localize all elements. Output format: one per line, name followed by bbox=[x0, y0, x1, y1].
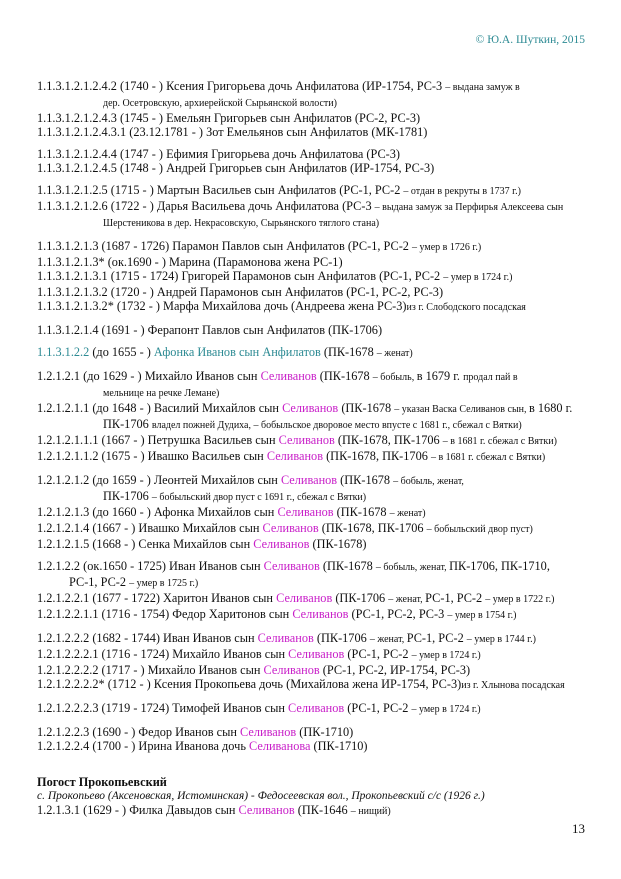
entry-text: РС-1, РС-2 bbox=[406, 631, 467, 645]
entry-text: (ПК-1678 bbox=[338, 401, 395, 415]
surname: Селиванов bbox=[277, 505, 334, 519]
entry-text: 1.1.3.1.2.1.2.4.4 (1747 - ) Ефимия Григорьева дочь Анфилатова (РС-3) bbox=[37, 147, 400, 161]
note: – выдана замуж за Перфирья Алексеева сын bbox=[374, 202, 564, 213]
genealogy-entry bbox=[37, 701, 597, 717]
entry-text: 1.2.1.2.1 (до 1629 - ) Михайло Иванов сын bbox=[37, 369, 261, 383]
genealogy-entry bbox=[37, 239, 597, 255]
section-entry-list bbox=[37, 803, 597, 819]
surname: Селиванова bbox=[249, 739, 311, 753]
note: – бобыль, bbox=[372, 372, 417, 383]
entry-text: (ПК-1678, ПК-1706 bbox=[323, 449, 431, 463]
page-number: 13 bbox=[572, 821, 585, 836]
entry-text: 1.2.1.2.1.4 (1667 - ) Ивашко Михайлов сын bbox=[37, 521, 263, 535]
genealogy-entry bbox=[37, 505, 597, 521]
note: мельнице на речке Лемане) bbox=[103, 388, 220, 399]
entry-text: (ПК-1710) bbox=[296, 725, 354, 739]
entry-text: (ПК-1678 bbox=[316, 369, 373, 383]
entry-text: ПК-1706 bbox=[103, 417, 152, 431]
genealogy-entry bbox=[37, 473, 597, 489]
note: – умер в 1754 г.) bbox=[447, 610, 517, 621]
entry-text: 1.2.1.2.2.1 (1677 - 1722) Харитон Иванов сын bbox=[37, 591, 277, 605]
surname: Селиванов bbox=[257, 631, 314, 645]
entry-text: 1.2.1.2.2.2.1 (1716 - 1724) Михайло Иванов сын bbox=[37, 647, 289, 661]
genealogy-entry bbox=[37, 255, 597, 269]
genealogy-entry bbox=[37, 591, 597, 607]
genealogy-entry bbox=[37, 575, 597, 591]
note: продал пай в bbox=[463, 372, 518, 383]
note: Шерстеникова в дер. Некрасовскую, Сырьянского тяглого стана) bbox=[103, 218, 380, 229]
genealogy-entry bbox=[37, 199, 597, 215]
entry-text: 1.1.3.1.2.1.2.5 (1715 - ) Мартын Васильев сын Анфилатов (РС-1, РС-2 bbox=[37, 183, 404, 197]
entry-text: (ПК-1678, ПК-1706 bbox=[318, 521, 427, 535]
genealogy-entry bbox=[37, 417, 597, 433]
entry-text: 1.1.3.1.2.1.2.4.5 (1748 - ) Андрей Григорьев сын Анфилатов (ИР-1754, РС-3) bbox=[37, 161, 435, 175]
genealogy-entry bbox=[37, 449, 597, 465]
genealogy-entry bbox=[37, 803, 597, 819]
entry-text: 1.1.3.1.2.1.4 (1691 - ) Ферапонт Павлов сын Анфилатов (ПК-1706) bbox=[37, 323, 383, 337]
entry-text: 1.2.1.2.2.3 (1690 - ) Федор Иванов сын bbox=[37, 725, 241, 739]
note: – отдан в рекруты в 1737 г.) bbox=[403, 186, 521, 197]
entry-text: 1.2.1.2.2.2 (1682 - 1744) Иван Иванов сын bbox=[37, 631, 258, 645]
entry-text: ПК-1706 bbox=[103, 489, 152, 503]
genealogy-entry bbox=[37, 537, 597, 551]
note: – бобыльский двор пуст) bbox=[426, 524, 533, 535]
entry-text: (ПК-1678) bbox=[309, 537, 367, 551]
person-name: Афонка Иванов сын Анфилатов bbox=[153, 345, 321, 359]
entry-text: 1.2.1.2.1.2 (до 1659 - ) Леонтей Михайлов сын bbox=[37, 473, 281, 487]
entry-text: 1.1.3.1.2.1.3 (1687 - 1726) Парамон Павлов сын Анфилатов (РС-1, РС-2 bbox=[37, 239, 413, 253]
entry-text: РС-1, РС-2 bbox=[425, 591, 486, 605]
surname: Селиванов bbox=[280, 473, 338, 487]
entry-text: (ПК-1706 bbox=[313, 631, 370, 645]
entry-text: РС-1, РС-2 bbox=[69, 575, 130, 589]
entry-text: 1.2.1.2.2.1.1 (1716 - 1754) Федор Харитонов сын bbox=[37, 607, 293, 621]
genealogy-entry bbox=[37, 385, 597, 401]
note: – женат) bbox=[389, 508, 426, 519]
surname: Селиванов bbox=[288, 647, 345, 661]
entry-text: в 1679 г. bbox=[416, 369, 464, 383]
section-title: Погост Прокопьевский bbox=[37, 775, 167, 789]
entry-text: в 1680 г. bbox=[529, 401, 573, 415]
note: – умер в 1724 г.) bbox=[411, 650, 481, 661]
surname: Селиванов bbox=[263, 559, 320, 573]
section-subtitle: с. Прокопьево (Аксеновская, Истоминская) - Федосеевская вол., Прокопьевский с/с (1926 г.) bbox=[37, 790, 485, 802]
surname: Селиванов bbox=[260, 369, 317, 383]
surname: Селиванов bbox=[292, 607, 349, 621]
entry-text: ПК-1706, ПК-1710, bbox=[449, 559, 550, 573]
entry-text: (ПК-1710) bbox=[310, 739, 368, 753]
genealogy-entry bbox=[37, 607, 597, 623]
entry-text: 1.2.1.2.2.2.3 (1719 - 1724) Тимофей Иванов сын bbox=[37, 701, 289, 715]
note: из г. Хлынова посадская bbox=[461, 680, 565, 691]
genealogy-entry bbox=[37, 111, 597, 125]
entry-number: 1.1.3.1.2.2 bbox=[37, 345, 90, 359]
genealogy-entry bbox=[37, 725, 597, 739]
entry-text: (ПК-1678 bbox=[333, 505, 390, 519]
note: – женат, bbox=[388, 594, 426, 605]
entry-text: 1.2.1.2.2.2.2* (1712 - ) Ксения Прокопьева дочь (Михайлова жена bbox=[37, 677, 382, 691]
genealogy-entry bbox=[37, 285, 597, 299]
entry-text: 1.2.1.2.1.1 (до 1648 - ) Василий Михайлов сын bbox=[37, 401, 283, 415]
genealogy-entry bbox=[37, 95, 597, 111]
note: – бобыль, женат, bbox=[375, 562, 450, 573]
entry-text: (ПК-1678 bbox=[337, 473, 394, 487]
genealogy-entry bbox=[37, 161, 597, 175]
note: – женат, bbox=[369, 634, 407, 645]
note: – женат) bbox=[376, 348, 413, 359]
genealogy-list bbox=[37, 79, 597, 753]
genealogy-entry bbox=[37, 183, 597, 199]
entry-text: (ПК-1678, ПК-1706 bbox=[334, 433, 443, 447]
entry-text: 1.2.1.3.1 (1629 - ) Филка Давыдов сын bbox=[37, 803, 239, 817]
note: – умер в 1722 г.) bbox=[485, 594, 555, 605]
entry-text: 1.1.3.1.2.1.3.2 (1720 - ) Андрей Парамонов сын Анфилатов (РС-1, РС-2, РС-3) bbox=[37, 285, 444, 299]
entry-text: 1.2.1.2.1.5 (1668 - ) Сенка Михайлов сын bbox=[37, 537, 254, 551]
surname: Селиванов bbox=[266, 449, 324, 463]
entry-text: 1.1.3.1.2.1.2.4.2 (1740 - ) Ксения Григорьева дочь Анфилатова (ИР-1754, РС-3 bbox=[37, 79, 446, 93]
surname: Селиванов bbox=[278, 433, 335, 447]
genealogy-entry bbox=[37, 521, 597, 537]
entry-text: 1.2.1.2.2.4 (1700 - ) Ирина Иванова дочь bbox=[37, 739, 250, 753]
genealogy-entry bbox=[37, 269, 597, 285]
entry-text: 1.2.1.2.2 (ок.1650 - 1725) Иван Иванов сын bbox=[37, 559, 264, 573]
note: – в 1681 г. сбежал с Вятки) bbox=[442, 436, 557, 447]
entry-text: (РС-1, РС-2 bbox=[344, 701, 412, 715]
genealogy-entry bbox=[37, 489, 597, 505]
genealogy-entry bbox=[37, 299, 597, 315]
entry-text: 1.2.1.2.1.1.2 (1675 - ) Ивашко Васильев сын bbox=[37, 449, 267, 463]
genealogy-entry bbox=[37, 215, 597, 231]
entry-text: 1.2.1.2.2.2.2 (1717 - ) Михайло Иванов сын bbox=[37, 663, 264, 677]
note: – бобыльское дворовое место впусте с 1681 г., сбежал с Вятки) bbox=[253, 420, 522, 431]
entry-text: (РС-1, РС-2, ИР-1754, РС-3) bbox=[319, 663, 471, 677]
entry-text: 1.1.3.1.2.1.2.4.3.1 (23.12.1781 - ) Зот Емельянов сын Анфилатов (МК-1781) bbox=[37, 125, 428, 139]
entry-text: 1.2.1.2.1.1.1 (1667 - ) Петрушка Васильев сын bbox=[37, 433, 279, 447]
note: – бобыль, женат, bbox=[393, 476, 464, 487]
entry-text: 1.1.3.1.2.1.3* (ок.1690 - ) Марина (Парамонова жена РС-1) bbox=[37, 255, 343, 269]
entry-text: 1.2.1.2.1.3 (до 1660 - ) Афонка Михайлов сын bbox=[37, 505, 278, 519]
surname: Селиванов bbox=[262, 521, 319, 535]
entry-text: (ПК-1678 bbox=[320, 345, 377, 359]
surname: Селиванов bbox=[253, 537, 310, 551]
note: – умер в 1724 г.) bbox=[443, 272, 513, 283]
genealogy-entry bbox=[37, 323, 597, 337]
entry-text: 1.1.3.1.2.1.2.4.3 (1745 - ) Емельян Григорьев сын Анфилатов (РС-2, РС-3) bbox=[37, 111, 421, 125]
entry-text: 1.1.3.1.2.1.3.1 (1715 - 1724) Григорей Парамонов сын Анфилатов (РС-1, РС-2 bbox=[37, 269, 444, 283]
copyright-notice: © Ю.А. Шуткин, 2015 bbox=[475, 34, 585, 46]
genealogy-entry bbox=[37, 631, 597, 647]
entry-text: РС-3) bbox=[376, 299, 407, 313]
genealogy-entry bbox=[37, 433, 597, 449]
surname: Селиванов bbox=[238, 803, 295, 817]
note: из г. Слободского посадская bbox=[406, 302, 526, 313]
genealogy-entry bbox=[37, 401, 597, 417]
entry-text: 1.1.3.1.2.1.2.6 (1722 - ) Дарья Васильева дочь Анфилатова (РС-3 bbox=[37, 199, 375, 213]
surname: Селиванов bbox=[263, 663, 320, 677]
note: дер. Осетровскую, архиерейской Сырьянской волости) bbox=[103, 98, 337, 109]
genealogy-entry bbox=[37, 647, 597, 663]
genealogy-entry bbox=[37, 677, 597, 693]
surname: Селиванов bbox=[282, 401, 339, 415]
entry-text: 1.1.3.1.2.1.3.2* (1732 - ) Марфа Михайлова дочь (Андреева жена bbox=[37, 299, 377, 313]
surname: Селиванов bbox=[288, 701, 345, 715]
note: – умер в 1724 г.) bbox=[411, 704, 481, 715]
note: – в 1681 г. сбежал с Вятки) bbox=[430, 452, 546, 463]
note: – указан Васка Селиванов сын, bbox=[394, 404, 530, 415]
entry-text: (ПК-1706 bbox=[332, 591, 389, 605]
genealogy-entry bbox=[37, 345, 597, 361]
note: – нищий) bbox=[350, 806, 391, 817]
surname: Селиванов bbox=[276, 591, 333, 605]
surname: Селиванов bbox=[240, 725, 297, 739]
genealogy-content bbox=[37, 79, 597, 819]
genealogy-entry bbox=[37, 79, 597, 95]
entry-text: (ПК-1646 bbox=[294, 803, 351, 817]
note: – бобыльский двор пуст с 1691 г., сбежал с Вятки) bbox=[151, 492, 367, 503]
entry-text: (РС-1, РС-2 bbox=[344, 647, 412, 661]
entry-text: (ПК-1678 bbox=[319, 559, 376, 573]
entry-text: (до 1655 - ) bbox=[89, 345, 154, 359]
genealogy-entry bbox=[37, 663, 597, 677]
note: – умер в 1725 г.) bbox=[129, 578, 199, 589]
genealogy-entry bbox=[37, 559, 597, 575]
genealogy-entry bbox=[37, 125, 597, 139]
genealogy-entry bbox=[37, 739, 597, 753]
note: владел пожней Дудиха, bbox=[151, 420, 254, 431]
note: – умер в 1744 г.) bbox=[466, 634, 536, 645]
entry-text: (РС-1, РС-2, РС-3 bbox=[348, 607, 448, 621]
note: – выдана замуж в bbox=[445, 82, 520, 93]
genealogy-entry bbox=[37, 369, 597, 385]
note: – умер в 1726 г.) bbox=[412, 242, 482, 253]
entry-text: ИР-1754, РС-3) bbox=[381, 677, 462, 691]
genealogy-entry bbox=[37, 147, 597, 161]
